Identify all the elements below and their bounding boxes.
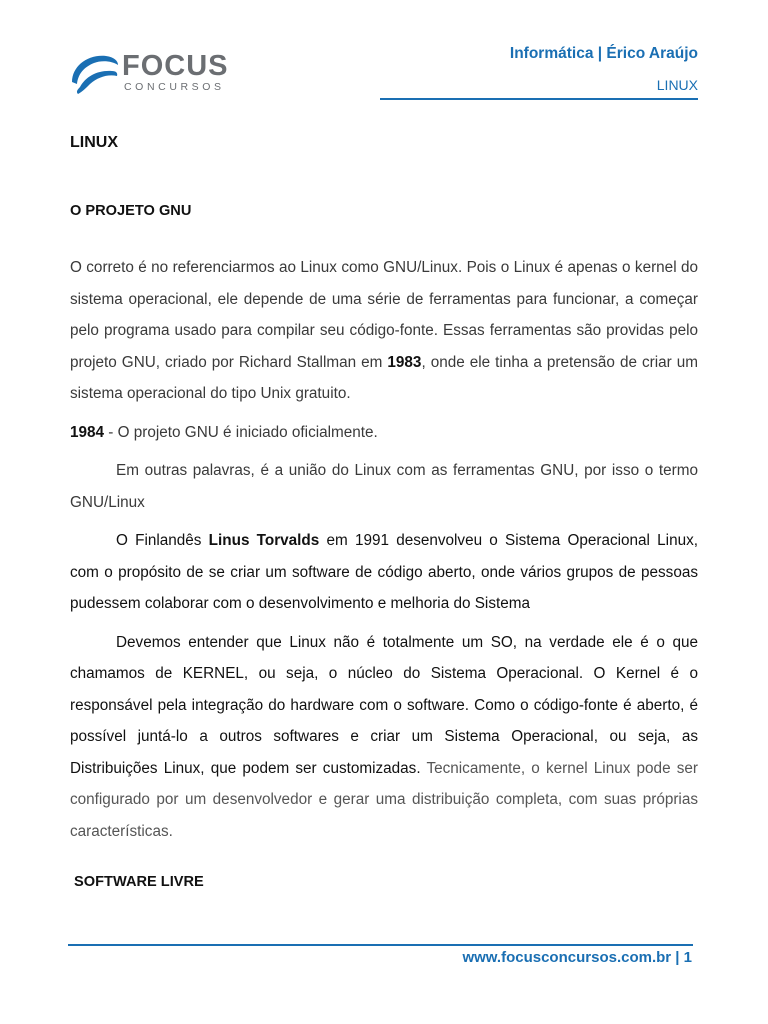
paragraph-text: em 1991 desenvolveu o Sistema Operacional Linux, com o propósito de se criar um software de código aberto, onde vários grupos de pessoas pudessem colaborar com o desenvolvimento e melhoria do Sistema	[70, 532, 698, 612]
focus-logo-icon	[68, 52, 120, 98]
paragraph-text: Devemos entender que Linux não é totalmente um SO, na verdade ele é o que chamamos de KERNEL, ou seja, o núcleo do Sistema Operacional. O Kernel é o responsável pela integração do hardware com o software. Como o código-fonte é aberto, é possível juntá-lo a outros softwares e criar um Sistema Operacional, ou seja, as Distribuições Linux, que podem ser customizadas.	[70, 633, 698, 777]
paragraph-text: - O projeto GNU é iniciado oficialmente.	[104, 423, 378, 441]
paragraph-kernel	[70, 627, 698, 848]
logo-wordmark	[122, 52, 229, 93]
paragraph-gnu-intro	[70, 252, 698, 410]
year-1984: 1984	[70, 423, 105, 441]
footer-divider	[68, 944, 693, 946]
name-linus-torvalds: Linus Torvalds	[208, 532, 320, 549]
footer	[462, 949, 692, 966]
paragraph-text-tecnicamente: Tecnicamente, o kernel Linux pode ser configurado por um desenvolvedor e gerar uma distribuição completa, com suas próprias características.	[70, 759, 698, 840]
document-body	[70, 128, 698, 897]
focus-concursos-logo	[68, 52, 228, 98]
paragraph-text: O Finlandês	[116, 532, 209, 549]
header-divider	[380, 98, 698, 100]
paragraph-text: , onde ele tinha a pretensão de criar um sistema operacional do tipo Unix gratuito.	[70, 353, 699, 402]
header-title: Informática | Érico Araújo	[509, 45, 698, 62]
logo-name: FOCUS	[122, 50, 229, 82]
page-number: | 1	[671, 949, 692, 966]
page-header	[0, 0, 768, 110]
footer-url[interactable]: www.focusconcursos.com.br	[462, 949, 672, 966]
paragraph-text: O correto é no referenciarmos ao Linux como GNU/Linux. Pois o Linux é apenas o kernel do sistema operacional, ele depende de uma série de ferramentas para funcionar, a começar pelo programa usado para compilar seu código-fonte. Essas ferramentas são providas pelo projeto GNU, criado por Richard Stallman em	[70, 259, 698, 371]
header-subtitle: LINUX	[656, 77, 698, 93]
section-heading-gnu: O PROJETO GNU	[70, 203, 192, 219]
year-1983: 1983	[387, 353, 422, 371]
section-heading-software-livre: SOFTWARE LIVRE	[70, 874, 204, 890]
paragraph-gnu-linux: Em outras palavras, é a união do Linux com as ferramentas GNU, por isso o termo GNU/Linux	[70, 462, 698, 511]
paragraph-gnu-1984	[70, 417, 698, 449]
logo-subtitle: CONCURSOS	[124, 81, 225, 93]
document-title: LINUX	[70, 134, 118, 151]
paragraph-linus-torvalds	[70, 525, 698, 620]
